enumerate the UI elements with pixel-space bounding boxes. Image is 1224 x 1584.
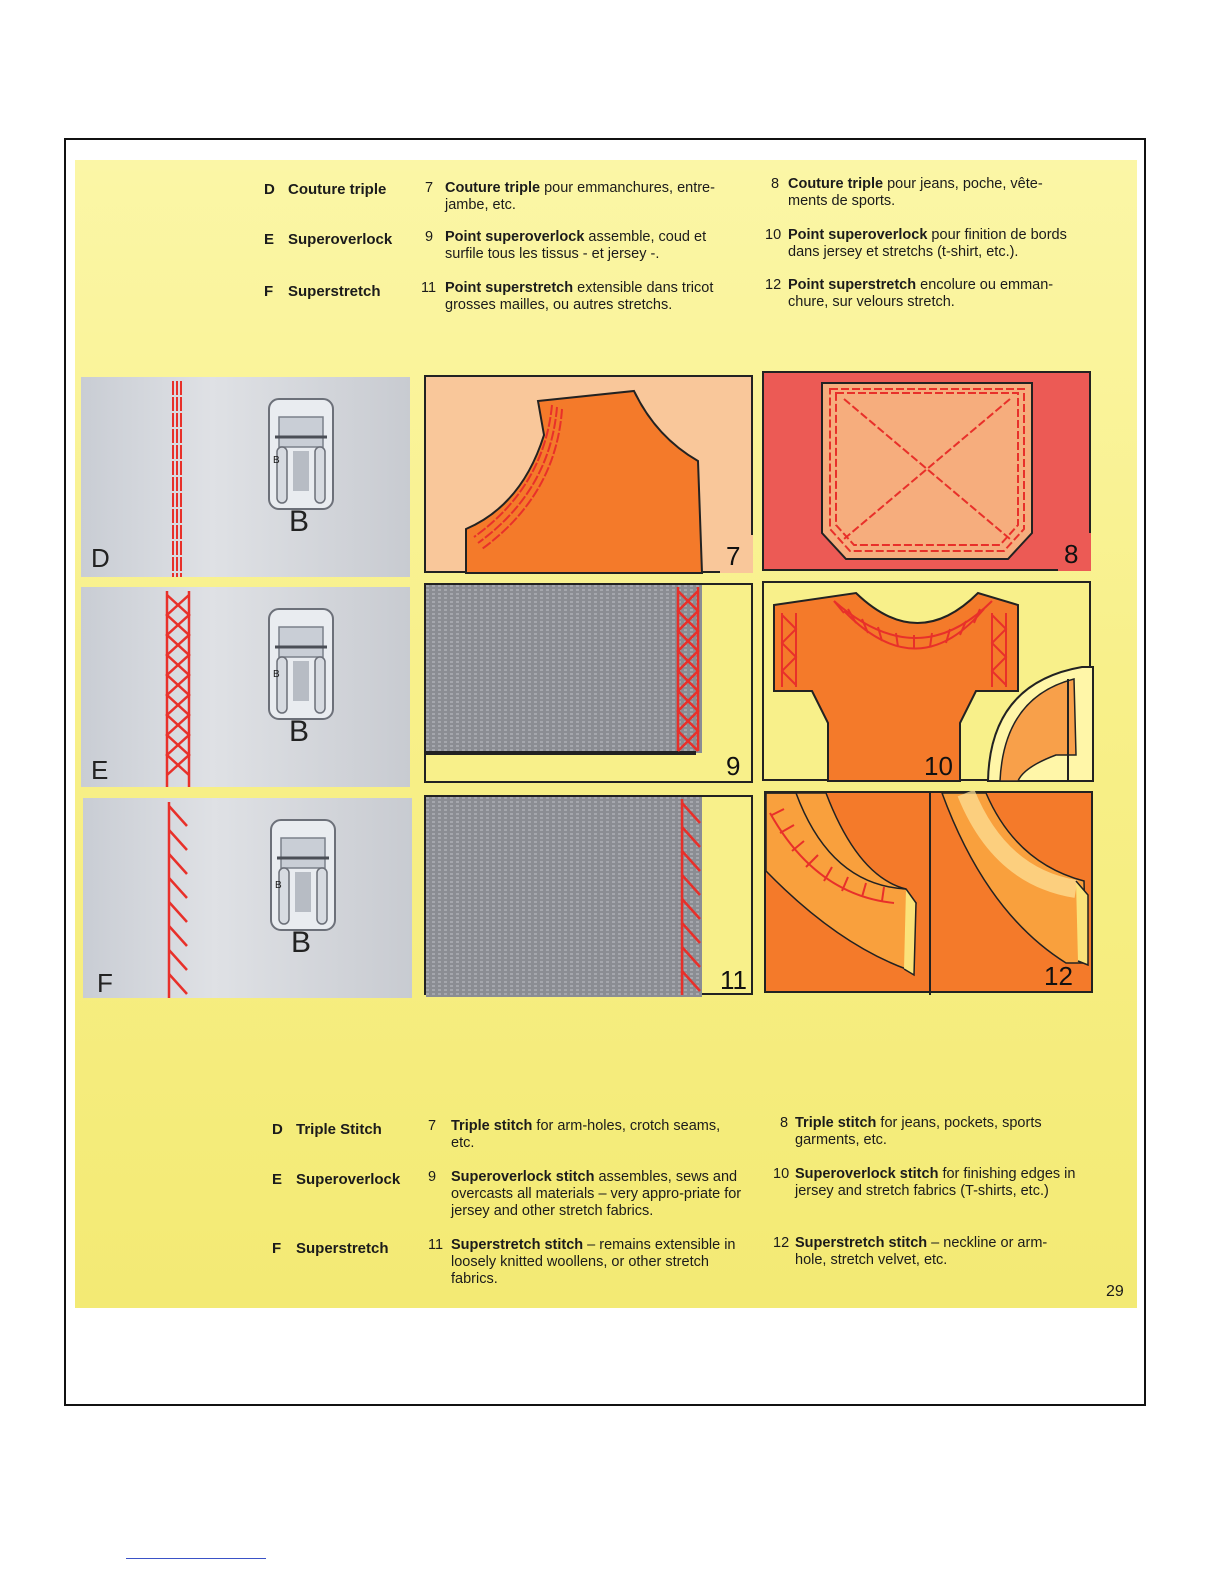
panel-number-7: 7 (726, 541, 741, 571)
foot-mark: B (273, 455, 280, 466)
fr-item-12: 12 Point superstretch encolure ou emman-chure, sur velours stretch. (765, 277, 1054, 310)
fr-item-8: 8 Couture triple pour jeans, poche, vête-ments de sports. (771, 176, 1043, 209)
en-item-7: 7 Triple stitch for arm-holes, crotch seams, etc. (428, 1118, 721, 1151)
row-letter-e: E (91, 755, 109, 785)
footer-link-line (126, 1558, 266, 1559)
presser-foot-icon (83, 798, 412, 998)
presser-foot-icon (81, 377, 410, 577)
presser-foot-icon (81, 587, 410, 787)
panel-number-9: 9 (726, 751, 741, 781)
foot-label: B (289, 715, 310, 748)
pocket-illustration (764, 373, 1093, 573)
key-f-en: F Superstretch (272, 1240, 389, 1257)
stitch-photo-e (81, 587, 410, 787)
figure-9-overlock-seam (424, 583, 753, 783)
row-letter-d: D (91, 543, 110, 573)
fr-item-9: 9 Point superoverlock assemble, coud et surfile tous les tissus - et jersey -. (425, 229, 707, 262)
en-item-12: 12 Superstretch stitch – neckline or arm-hole, stretch velvet, etc. (773, 1235, 1048, 1268)
en-item-10: 10 Superoverlock stitch for finishing edges in jersey and stretch fabrics (T-shirts, etc.) (773, 1166, 1076, 1199)
foot-label: B (289, 505, 310, 538)
armhole-illustration (426, 377, 755, 575)
figure-7-armhole (424, 375, 753, 573)
stitch-photo-f (83, 798, 412, 998)
panel-number-10: 10 (924, 751, 953, 781)
figure-8-pocket (762, 371, 1091, 571)
foot-mark: B (273, 669, 280, 680)
page-number: 29 (1106, 1283, 1124, 1300)
panel-number-8: 8 (1064, 539, 1079, 569)
foot-mark: B (275, 880, 282, 891)
figure-12-neckline (764, 791, 1093, 993)
en-item-9: 9 Superoverlock stitch assembles, sews and overcasts all materials – very appro-priate for jersey and other stretch fabrics. (428, 1169, 742, 1219)
en-item-11: 11 Superstretch stitch – remains extensible in loosely knitted woollens, or other stretch fabrics. (428, 1237, 736, 1287)
panel-number-12: 12 (1044, 961, 1073, 991)
fr-item-7: 7 Couture triple pour emmanchures, entre-jambe, etc. (425, 180, 715, 213)
key-f-fr: F Superstretch (264, 283, 381, 300)
fr-item-11: 11 Point superstretch extensible dans tricot grosses mailles, ou autres stretchs. (421, 280, 714, 313)
fr-item-10: 10 Point superoverlock pour finition de bords dans jersey et stretchs (t-shirt, etc.). (765, 227, 1067, 260)
row-letter-f: F (97, 968, 113, 998)
stitch-photo-d (81, 377, 410, 577)
key-e-en: E Superoverlock (272, 1171, 401, 1188)
knit-fabric-illustration (426, 797, 755, 997)
figure-11-knit-fabric (424, 795, 753, 995)
foot-label: B (291, 926, 312, 959)
fabric-seam-illustration (426, 585, 755, 785)
key-d-fr: D Couture triple (264, 181, 387, 198)
key-d-en: D Triple Stitch (272, 1121, 382, 1138)
figure-10-tshirt (762, 581, 1091, 781)
en-item-8: 8 Triple stitch for jeans, pockets, sports garments, etc. (780, 1115, 1042, 1148)
panel-number-11: 11 (720, 965, 747, 995)
key-e-fr: E Superoverlock (264, 231, 393, 248)
